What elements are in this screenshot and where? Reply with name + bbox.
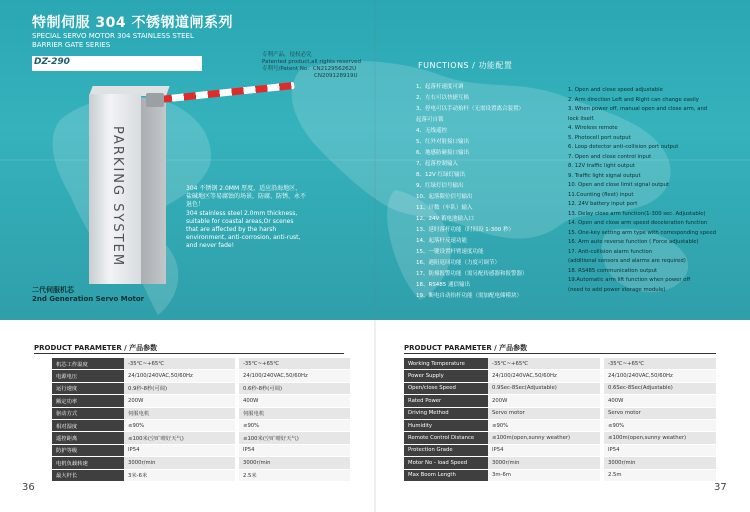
function-cn-item: 19、断电自动抬杆功能（需加配电储模块） [416,293,522,299]
function-en-item: 4. Wireless remote [568,125,618,131]
param-value-a: -35℃~+65℃ [124,358,237,370]
table-row [52,469,350,481]
param-value-b: ≤100米(空旷晴好天气) [237,432,350,444]
patent-notice [262,52,402,80]
param-value-a: 200W [488,395,602,407]
param-label: 驱动方式 [52,407,124,419]
param-value-a: 24/100/240VAC,50/60Hz [124,370,237,382]
function-cn-item: 6、地感防砸接口输出 [416,150,469,156]
function-cn-item: 17、防撞报警功能（需另配传感器和报警器） [416,271,528,277]
function-cn-item: 12、24V 蓄电池输入口 [416,216,475,222]
parameter-table-left [52,358,350,482]
product-description [186,185,306,251]
param-value-b: -35℃~+65℃ [602,358,716,370]
function-en-item: 16. Arm auto reverse function ( Force adjustable) [568,239,699,245]
param-value-b: 24/100/240VAC,50/60Hz [237,370,350,382]
motor-subtitle-en: 2nd Generation Servo Motor [32,295,145,303]
param-value-a: ≤100米(空旷晴好天气) [124,432,237,444]
param-label: 电机负载转速 [52,457,124,469]
table-row [52,457,350,469]
param-label: Working Temperature [404,358,488,370]
function-en-item: 6. Loop detector anti-collision port output [568,144,679,150]
table-row [404,407,716,419]
param-value-b: -35℃~+65℃ [237,358,350,370]
function-en-item: 9. Traffic light signal output [568,172,641,179]
arm-hub [146,93,164,107]
param-label: Rated Power [404,395,488,407]
param-value-a: 3米-6米 [124,469,237,481]
param-value-a: 200W [124,395,237,407]
param-value-a: 0.9秒-8秒(可调) [124,382,237,394]
param-value-b: ≤100m(open,sunny weather) [602,432,716,444]
function-en-item: 1. Open and close speed adjustable [568,87,663,93]
param-value-a: 24/100/240VAC,50/60Hz [488,370,602,382]
param-value-b: 2.5米 [237,469,350,481]
function-cn-item: 5、红外对射接口输出 [416,139,469,145]
functions-title: FUNCTIONS / 功能配置 [418,61,513,70]
function-en-item: 8. 12V traffic light output [568,163,635,169]
param-value-a: -35℃~+65℃ [488,358,602,370]
function-en-item: 13. Delay close arm function(1-300 sec. Adjustable) [568,210,706,217]
function-cn-item: 起落可自锁 [416,117,444,123]
param-label: Driving Method [404,407,488,419]
function-cn-item: 1、起落杆速度可调 [416,84,464,90]
param-value-a: IP54 [124,444,237,456]
param-label: 相对湿度 [52,419,124,431]
series-title-cn: 特制伺服 304 不锈钢道闸系列 [32,15,233,31]
param-value-b: 3000r/min [602,457,716,469]
param-value-a: IP54 [488,444,602,456]
page-fold [374,0,376,512]
series-title-en-line2: BARRIER GATE SERIES [32,41,111,49]
parameter-heading-right: PRODUCT PARAMETER / 产品参数 [404,344,528,352]
series-title-en-line1: SPECIAL SERVO MOTOR 304 STAINLESS STEEL [32,32,194,40]
patent-line-3: 专利号/Patent No：CN212956262U [262,66,357,72]
param-value-b: 3000r/min [237,457,350,469]
param-label: 遥控距离 [52,432,124,444]
function-cn-item: 2、左右可以快捷互换 [416,95,469,101]
param-value-b: ≤90% [237,419,350,431]
param-value-a: ≤90% [488,419,602,431]
param-label: 防护等级 [52,444,124,456]
table-row [52,419,350,431]
param-label: Open/close Speed [404,382,488,394]
param-label: Protection Grade [404,444,488,456]
page-number-right: 37 [714,482,727,493]
param-value-a: ≤100m(open,sunny weather) [488,432,602,444]
function-cn-item: 14、起落杆反速功能 [416,238,467,244]
heading-rule-right [404,353,716,354]
function-cn-item: 13、延时落杆功能（时间设 1-300 秒） [416,227,514,233]
function-en-item: 14. Open and close arm speed deceleration function [568,220,708,226]
param-label: Remote Control Distance [404,432,488,444]
table-row [404,419,716,431]
function-cn-item: 3、停电可以手动抬杆（无需设置离合装置） [416,106,525,112]
param-value-a: 0.9Sec-8Sec(Adjustable) [488,382,602,394]
table-row [52,444,350,456]
table-row [52,358,350,370]
param-value-a: 3000r/min [124,457,237,469]
function-en-item: (additional sensors and alarms are required) [568,258,686,264]
parameter-table-right [404,358,716,482]
param-value-a: 伺服电机 [124,407,237,419]
table-row [52,370,350,382]
param-value-a: 3000r/min [488,457,602,469]
functions-list-en [568,86,728,295]
function-en-item: 10. Open and close limit signal output [568,182,670,188]
table-row [404,370,716,382]
param-value-b: 伺服电机 [237,407,350,419]
param-label: 电源电压 [52,370,124,382]
parameter-heading-left: PRODUCT PARAMETER / 产品参数 [34,344,158,352]
param-label: Power Supply [404,370,488,382]
table-row [52,407,350,419]
param-value-b: IP54 [602,444,716,456]
table-row [404,469,716,481]
model-number: DZ-290 [34,57,70,67]
param-value-b: IP54 [237,444,350,456]
table-row [404,395,716,407]
param-value-b: Servo motor [602,407,716,419]
patent-line-1: 专利产品，侵权必究 [262,52,312,58]
param-label: 额定功率 [52,395,124,407]
param-label: 机芯工作温度 [52,358,124,370]
param-label: Motor No - load Speed [404,457,488,469]
table-row [52,382,350,394]
page-number-left: 36 [22,482,35,493]
patent-line-4: CN209128919U [314,73,358,79]
function-cn-item: 10、起落限位信号输出 [416,194,473,200]
param-value-a: Servo motor [488,407,602,419]
description-cn: 304 不锈钢 2.0MM 厚度，适应沿海地区、盐碱地区等易腐蚀的场景，防腐、防锈、永不退色！ [186,185,307,209]
table-row [52,432,350,444]
cabinet-label: PARKING SYSTEM [110,126,125,268]
function-cn-item: 18、RS485 通信输出 [416,282,471,288]
param-label: Max Boom Length [404,469,488,481]
function-en-item: 11.Counting (fleet) input [568,191,634,198]
param-value-b: ≤90% [602,419,716,431]
table-row [404,382,716,394]
function-cn-item: 16、遇阻返回功能（力度可调节） [416,260,500,266]
param-value-a: ≤90% [124,419,237,431]
function-en-item: 2. Arm direction Left and Right can change easily [568,96,699,103]
function-en-item: 5. Photocell port output [568,134,631,141]
param-value-a: 3m-6m [488,469,602,481]
table-row [404,444,716,456]
param-label: 最大杆长 [52,469,124,481]
function-cn-item: 11、计数（车队）输入 [416,205,473,211]
description-en: 304 stainless steel 2.0mm thickness, suitable for coastal areas,Or scenes that are affected by the harsh environment, anti-corrosion, anti-rust, and never fade! [186,209,301,250]
function-cn-item: 15、一键设置杆臂速度功能 [416,249,484,255]
param-label: Humidity [404,419,488,431]
heading-rule-left [34,353,344,354]
param-value-b: 24/100/240VAC,50/60Hz [602,370,716,382]
function-en-item: 7. Open and close control input [568,153,652,160]
function-en-item: 3. When power off, manual open and close arm, and lock itself. [568,106,708,122]
param-value-b: 400W [237,395,350,407]
param-label: 运行速度 [52,382,124,394]
function-cn-item: 9、红绿灯信号输出 [416,183,464,189]
param-value-b: 0.6Sec-8Sec(Adjustable) [602,382,716,394]
table-row [404,358,716,370]
param-value-b: 400W [602,395,716,407]
function-en-item: (need to add power storage module) [568,286,666,293]
barrier-cabinet-side [141,98,166,284]
function-en-item: 18. RS485 communication output [568,267,658,274]
table-row [52,395,350,407]
param-value-b: 0.6秒-8秒(可调) [237,382,350,394]
function-en-item: 15. One-key setting arm type with corresponding speed [568,229,716,236]
motor-subtitle-cn: 二代伺服机芯 [32,286,74,294]
functions-list-cn [416,82,566,302]
param-value-b: 2.5m [602,469,716,481]
table-row [404,457,716,469]
patent-line-2: Patented product,all rights reserved [262,59,362,65]
function-cn-item: 7、起落控制输入 [416,161,458,167]
function-en-item: 12. 24V battery input port [568,201,638,207]
table-row [404,432,716,444]
function-en-item: 19.Automatic arm lift function when power off [568,277,691,283]
function-cn-item: 4、无线遥控 [416,128,447,134]
function-cn-item: 8、12V 红绿灯输出 [416,172,466,178]
function-en-item: 17. Anti-collision alarm function [568,248,653,255]
